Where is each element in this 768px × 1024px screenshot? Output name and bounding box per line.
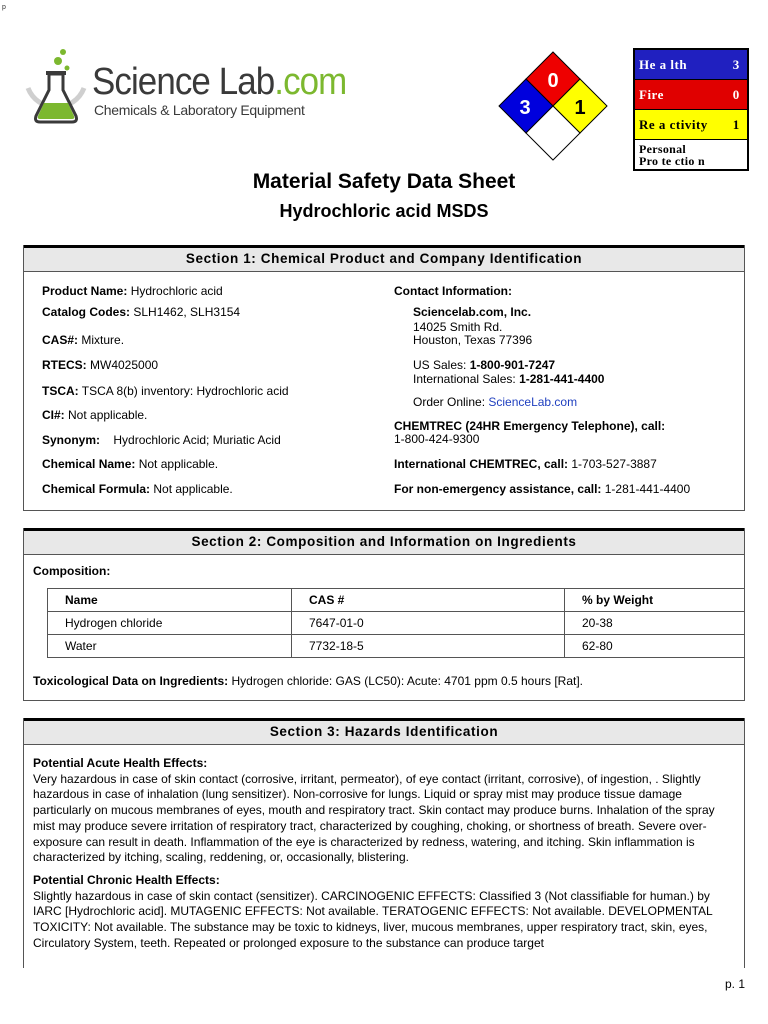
nfpa-fire-value: 0 bbox=[547, 70, 559, 92]
catalog-codes: Catalog Codes: SLH1462, SLH3154 bbox=[42, 305, 241, 319]
section-2 bbox=[23, 528, 745, 701]
toxicological-data: Toxicological Data on Ingredients: Hydrogen chloride: GAS (LC50): Acute: 4701 ppm 0.5 hours [Rat]. bbox=[33, 674, 583, 688]
nfpa-diamond bbox=[498, 50, 608, 165]
logo-brand bbox=[92, 62, 346, 102]
composition-label: Composition: bbox=[33, 564, 111, 578]
hmis-pp-line2: Pro te ctio n bbox=[639, 154, 705, 168]
hazards-body bbox=[33, 756, 738, 951]
nfpa-reactivity-value: 1 bbox=[574, 97, 586, 119]
column-header-weight: % by Weight bbox=[565, 589, 745, 612]
flask-icon bbox=[22, 48, 90, 128]
ingredient-name: Hydrogen chloride bbox=[48, 612, 292, 635]
section-1-heading: Section 1: Chemical Product and Company Identification bbox=[24, 245, 744, 272]
chemical-name: Chemical Name: Not applicable. bbox=[42, 457, 219, 471]
section-2-heading: Section 2: Composition and Information on Ingredients bbox=[24, 528, 744, 555]
address-line2: Houston, Texas 77396 bbox=[413, 333, 533, 347]
international-sales: International Sales: 1-281-441-4400 bbox=[413, 372, 605, 386]
section-3-heading: Section 3: Hazards Identification bbox=[24, 718, 744, 745]
corner-mark: p bbox=[2, 4, 6, 11]
acute-effects-heading: Potential Acute Health Effects: bbox=[33, 756, 208, 770]
ingredient-weight: 20-38 bbox=[565, 612, 745, 635]
cas-number: CAS#: Mixture. bbox=[42, 333, 125, 347]
column-header-cas: CAS # bbox=[292, 589, 565, 612]
acute-effects-text: Very hazardous in case of skin contact (corrosive, irritant, permeator), of eye contact (irritant, corrosive), of ingestion, . Slightly hazardous in case of inhalation (lung sensitizer). Non-corrosive for lungs. Liquid or spray mist may produce tissue damage particularly on mucous membranes of eyes, mouth and respiratory tract. Skin contact may produce burns. Inhalation of the spray mist may produce severe irritation of respiratory tract, characterized by coughing, choking, or shortness of breath. Severe over-exposure can result in death. Inflammation of the eye is characterized by redness, watering, and itching. Skin inflammation is characterized by itching, scaling, reddening, or, occasionally, blistering. bbox=[33, 771, 715, 865]
hmis-health-value: 3 bbox=[732, 56, 740, 72]
hmis-pp-line1: Personal bbox=[639, 142, 687, 156]
ingredient-weight: 62-80 bbox=[565, 635, 745, 658]
us-sales: US Sales: 1-800-901-7247 bbox=[413, 358, 556, 372]
chronic-effects-heading: Potential Chronic Health Effects: bbox=[33, 872, 220, 887]
document-title: Material Safety Data Sheet bbox=[252, 170, 516, 193]
section-1 bbox=[23, 245, 745, 511]
logo-brand-part2: .com bbox=[274, 61, 347, 103]
non-emergency-assistance: For non-emergency assistance, call: 1-281-441-4400 bbox=[394, 482, 691, 496]
chemtrec-phone: 1-800-424-9300 bbox=[394, 432, 480, 446]
hmis-fire-label: Fire bbox=[639, 86, 664, 102]
rtecs: RTECS: MW4025000 bbox=[42, 358, 159, 372]
hmis-fire-row bbox=[635, 80, 747, 110]
hmis-personal-protection bbox=[635, 140, 747, 169]
ingredient-cas: 7732-18-5 bbox=[292, 635, 565, 658]
hmis-reactivity-row bbox=[635, 110, 747, 140]
synonym: Synonym: Hydrochloric Acid; Muriatic Acid bbox=[42, 433, 281, 447]
international-chemtrec: International CHEMTREC, call: 1-703-527-3887 bbox=[394, 457, 657, 471]
address-line1: 14025 Smith Rd. bbox=[413, 320, 503, 334]
logo-brand-part1: Science Lab bbox=[92, 61, 275, 103]
hmis-health-row bbox=[635, 50, 747, 80]
order-online-link[interactable]: ScienceLab.com bbox=[488, 395, 578, 409]
document-subtitle: Hydrochloric acid MSDS bbox=[279, 201, 489, 221]
column-header-name: Name bbox=[48, 589, 292, 612]
hmis-health-label: He a lth bbox=[639, 56, 688, 72]
ci-number: CI#: Not applicable. bbox=[42, 408, 148, 422]
table-header-row bbox=[48, 589, 745, 612]
company-name: Sciencelab.com, Inc. bbox=[413, 305, 532, 319]
logo-tagline: Chemicals & Laboratory Equipment bbox=[94, 102, 305, 118]
contact-heading: Contact Information: bbox=[394, 284, 512, 298]
product-name: Product Name: Hydrochloric acid bbox=[42, 284, 223, 298]
chemtrec-label: CHEMTREC (24HR Emergency Telephone), call: bbox=[394, 419, 666, 433]
table-row bbox=[48, 612, 745, 635]
section-3 bbox=[23, 718, 745, 968]
composition-table bbox=[47, 588, 745, 658]
chemical-formula: Chemical Formula: Not applicable. bbox=[42, 482, 233, 496]
nfpa-health-value: 3 bbox=[519, 97, 531, 119]
hmis-label bbox=[633, 48, 749, 171]
hmis-fire-value: 0 bbox=[732, 86, 740, 102]
ingredient-cas: 7647-01-0 bbox=[292, 612, 565, 635]
ingredient-name: Water bbox=[48, 635, 292, 658]
table-row bbox=[48, 635, 745, 658]
chronic-effects-text: Slightly hazardous in case of skin contact (sensitizer). CARCINOGENIC EFFECTS: Classified 3 (Not classifiable for human.) by IARC [Hydrochloric acid]. MUTAGENIC EFFECTS: Not available. TERATOGENIC EFFECTS: Not available. DEVELOPMENTAL TOXICITY: Not available. The substance may be toxic to kidneys, liver, mucous membranes, upper respiratory tract, skin, eyes, Circulatory System, teeth. Repeated or prolonged exposure to the substance can produce target bbox=[33, 888, 713, 950]
sciencelab-logo bbox=[22, 48, 347, 133]
page-number: p. 1 bbox=[724, 977, 745, 991]
tsca: TSCA: TSCA 8(b) inventory: Hydrochloric acid bbox=[42, 384, 289, 398]
hmis-reactivity-value: 1 bbox=[732, 116, 740, 132]
hmis-reactivity-label: Re a ctivity bbox=[639, 116, 708, 132]
order-online: Order Online: ScienceLab.com bbox=[413, 395, 578, 409]
